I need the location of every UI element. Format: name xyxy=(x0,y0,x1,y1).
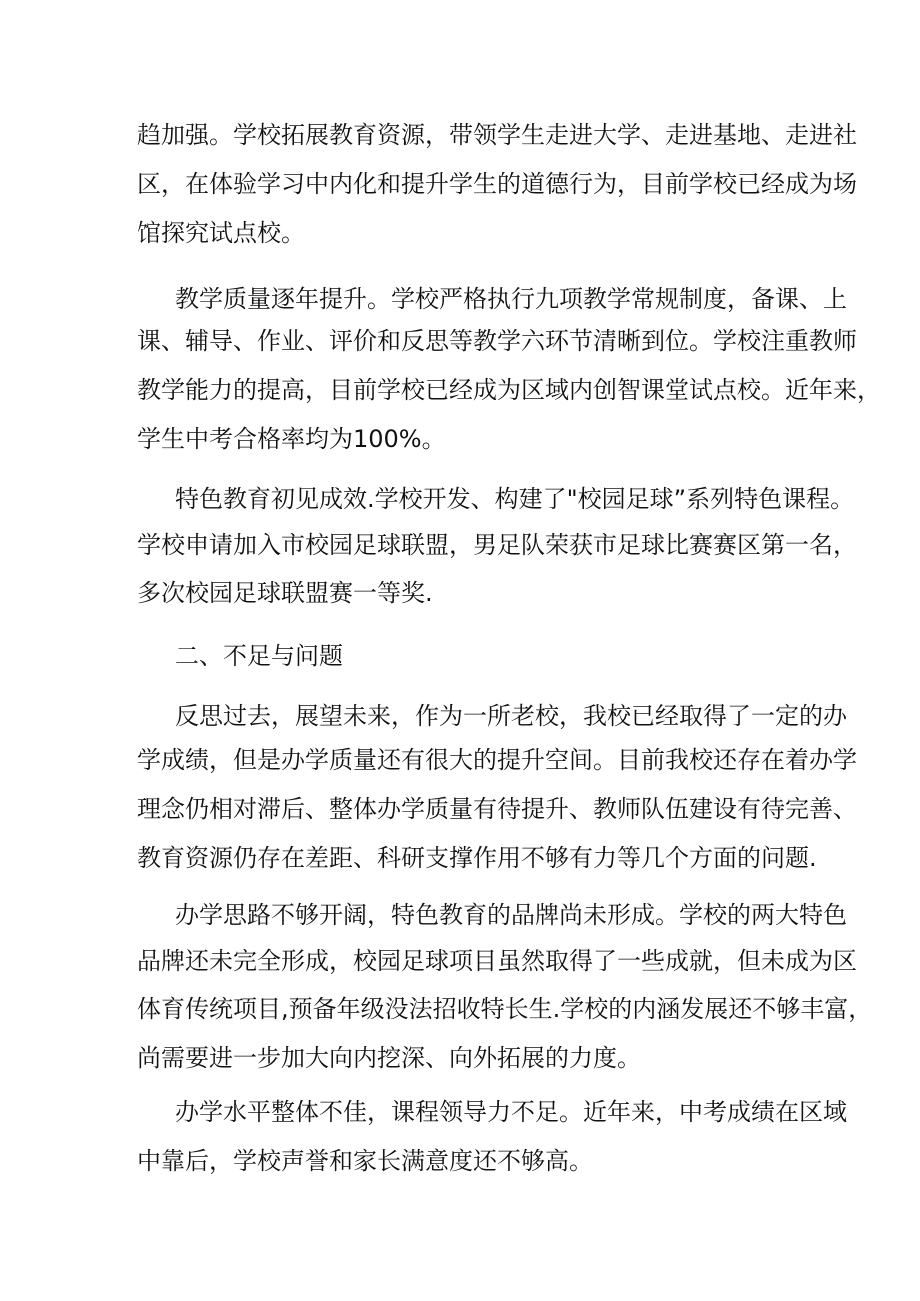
paragraph-3-line-3: 多次校园足球联盟赛一等奖. xyxy=(137,579,433,607)
paragraph-4-line-2: 学成绩，但是办学质量还有很大的提升空间。目前我校还存在着办学 xyxy=(137,746,857,774)
paragraph-2-line-4: 学生中考合格率均为100%。 xyxy=(137,425,446,453)
paragraph-3-line-1: 特色教育初见成效.学校开发、构建了"校园足球”系列特色课程。 xyxy=(175,485,855,513)
paragraph-1-line-2: 区，在体验学习中内化和提升学生的道德行为，目前学校已经成为场 xyxy=(137,170,857,198)
paragraph-4-line-4: 教育资源仍存在差距、科研支撑作用不够有力等几个方面的问题. xyxy=(137,844,817,872)
paragraph-5-line-1: 办学思路不够开阔，特色教育的品牌尚未形成。学校的两大特色 xyxy=(175,901,847,929)
paragraph-6-line-2: 中靠后，学校声誉和家长满意度还不够高。 xyxy=(137,1147,593,1175)
paragraph-5-line-4: 尚需要进一步加大向内挖深、向外拓展的力度。 xyxy=(137,1044,641,1072)
paragraph-4-line-1: 反思过去，展望未来，作为一所老校，我校已经取得了一定的办 xyxy=(175,702,847,730)
paragraph-4-line-3: 理念仍相对滞后、整体办学质量有待提升、教师队伍建设有待完善、 xyxy=(137,795,857,823)
paragraph-5-line-3: 体育传统项目,预备年级没法招收特长生.学校的内涵发展还不够丰富， xyxy=(137,995,873,1023)
paragraph-2-line-1: 教学质量逐年提升。学校严格执行九项教学常规制度，备课、上 xyxy=(175,285,847,313)
paragraph-3-line-2: 学校申请加入市校园足球联盟，男足队荣获市足球比赛赛区第一名， xyxy=(137,531,857,559)
paragraph-2-line-3: 教学能力的提高，目前学校已经成为区域内创智课堂试点校。近年来， xyxy=(137,376,881,404)
paragraph-1-line-3: 馆探究试点校。 xyxy=(137,219,305,247)
paragraph-1-line-1: 趋加强。学校拓展教育资源，带领学生走进大学、走进基地、走进社 xyxy=(137,121,857,149)
paragraph-6-line-1: 办学水平整体不佳，课程领导力不足。近年来，中考成绩在区域 xyxy=(175,1098,847,1126)
paragraph-2-line-2: 课、辅导、作业、评价和反思等教学六环节清晰到位。学校注重教师 xyxy=(137,327,857,355)
section-heading: 二、不足与问题 xyxy=(175,642,343,670)
paragraph-5-line-2: 品牌还未完全形成，校园足球项目虽然取得了一些成就，但未成为区 xyxy=(137,947,857,975)
